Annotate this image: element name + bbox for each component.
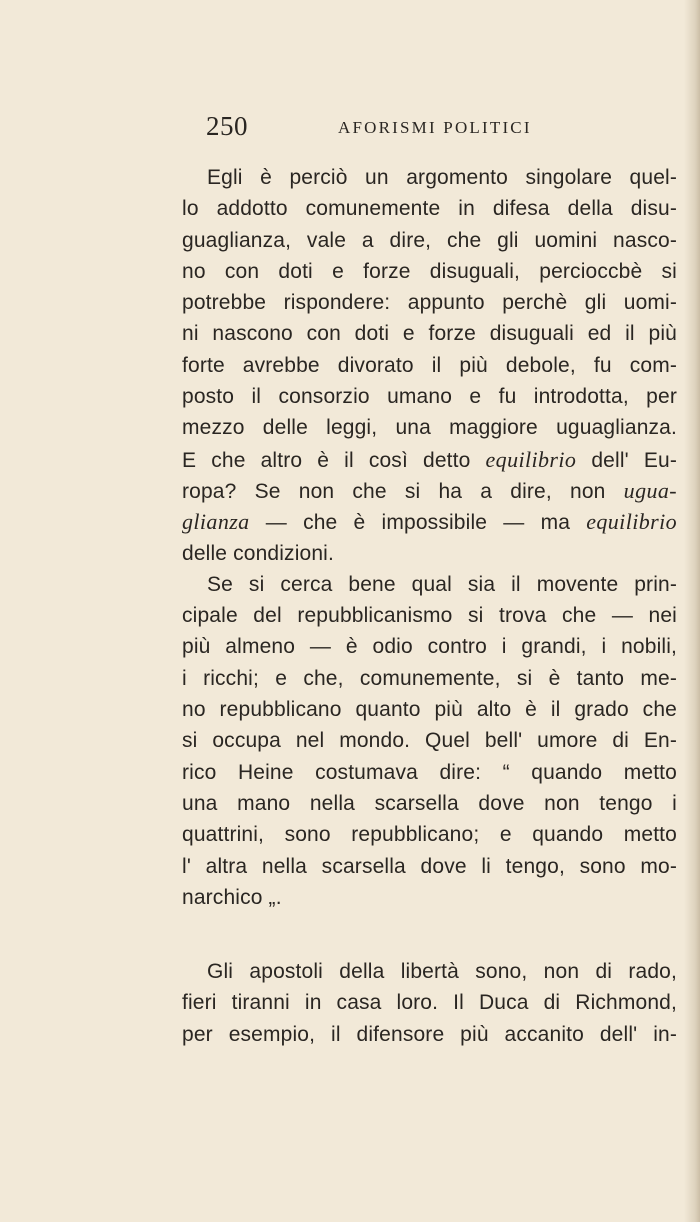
text-line: posto il consorzio umano e fu introdotta, per <box>182 385 677 409</box>
paragraph-apostoli <box>182 956 677 1050</box>
text-line: forte avrebbe divorato il più debole, fu com- <box>182 353 677 377</box>
text-line: no con doti e forze disuguali, percioccbè si <box>182 259 677 283</box>
text-line: una mano nella scarsella dove non tengo i <box>182 791 677 815</box>
text-line: no repubblicano quanto più alto è il grado che <box>182 698 677 722</box>
italic-term: equilibrio <box>485 446 577 472</box>
text-line: l' altra nella scarsella dove li tengo, sono mo- <box>182 854 677 878</box>
text-line: rico Heine costumava dire: “ quando metto <box>182 760 677 784</box>
text-line: Egli è perciò un argomento singolare quel- <box>207 166 677 189</box>
text-line <box>182 444 677 475</box>
italic-term: equilibrio <box>586 509 677 535</box>
text-line: Se si cerca bene qual sia il movente prin- <box>207 572 677 596</box>
text-line: Gli apostoli della libertà sono, non di rado, <box>207 960 677 984</box>
page-edge-shadow <box>684 0 700 1222</box>
italic-term: ugua- <box>623 477 677 503</box>
section-gap <box>182 913 677 956</box>
text-segment: — che è impossibile — ma <box>249 511 587 535</box>
body-text <box>182 162 677 1050</box>
text-segment: ropa? Se non che si ha a dire, non <box>182 479 624 503</box>
text-line: mezzo delle leggi, una maggiore uguaglianza. <box>182 416 677 440</box>
text-line: ni nascono con doti e forze disuguali ed il più <box>182 322 677 346</box>
text-line: potrebbe rispondere: appunto perchè gli uomi- <box>182 291 677 315</box>
paragraph-repubblicanismo <box>182 569 677 913</box>
text-line: delle condizioni. <box>182 541 334 565</box>
text-segment: E che altro è il così detto <box>182 448 486 472</box>
text-segment: dell' Eu- <box>576 448 677 472</box>
text-line: per esempio, il difensore più accanito dell' in- <box>182 1022 677 1046</box>
text-line: cipale del repubblicanismo si trova che — nei <box>182 604 677 628</box>
page-number: 250 <box>206 111 248 141</box>
text-line: fieri tiranni in casa loro. Il Duca di Richmond, <box>182 991 677 1015</box>
text-line <box>182 475 677 506</box>
text-line: quattrini, sono repubblicano; e quando metto <box>182 823 677 847</box>
text-line <box>182 506 677 537</box>
paragraph-argomento <box>182 162 677 569</box>
text-line: narchico „. <box>182 885 282 909</box>
running-title: AFORISMI POLITICI <box>338 118 532 137</box>
text-line: lo addotto comunemente in difesa della disu- <box>182 197 677 221</box>
text-line: più almeno — è odio contro i grandi, i nobili, <box>182 635 677 659</box>
text-line: i ricchi; e che, comunemente, si è tanto me- <box>182 666 677 690</box>
text-line: guaglianza, vale a dire, che gli uomini nasco- <box>182 228 677 252</box>
text-line: si occupa nel mondo. Quel bell' umore di En- <box>182 729 677 753</box>
running-header <box>182 108 672 148</box>
italic-term: glianza <box>182 509 250 535</box>
